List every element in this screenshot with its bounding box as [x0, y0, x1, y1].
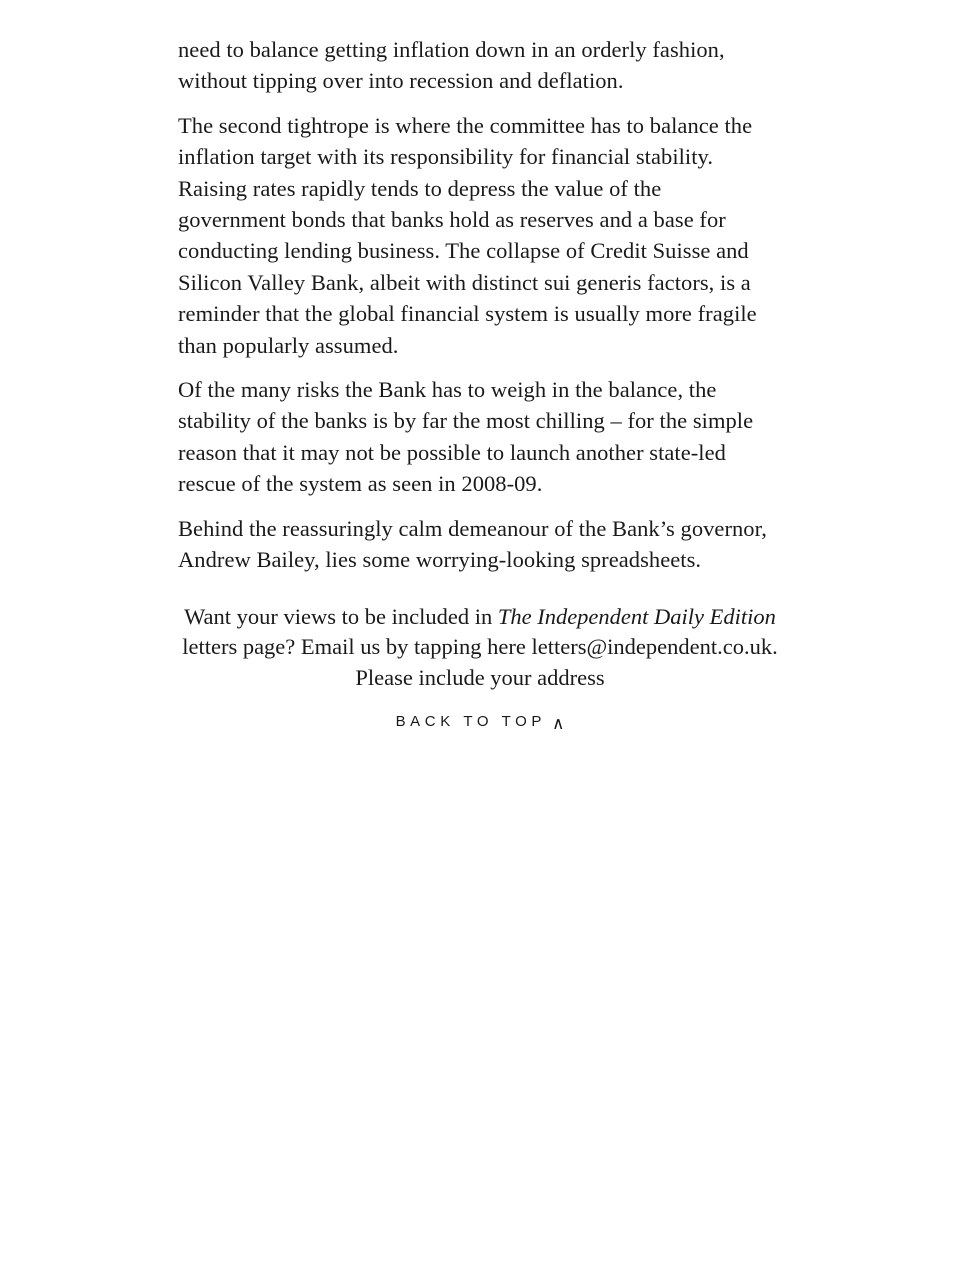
- text-line: Silicon Valley Bank, albeit with distinct sui generis factors, is a: [178, 269, 751, 295]
- article-paragraph: [178, 374, 798, 500]
- text-line: than popularly assumed.: [178, 332, 399, 358]
- article-body: [178, 0, 798, 576]
- text-line: need to balance getting inflation down in an orderly fashion,: [178, 37, 725, 62]
- text-line: without tipping over into recession and deflation.: [178, 68, 624, 94]
- back-to-top-button[interactable]: [0, 711, 960, 734]
- text-line: The second tightrope is where the committee has to balance the: [178, 112, 753, 138]
- text-line: inflation target with its responsibility for financial stability.: [178, 144, 714, 170]
- cta-middle-text: letters page? Email us by tapping here: [182, 634, 532, 659]
- letters-call-to-action: [0, 602, 960, 694]
- article-paragraph: [178, 34, 798, 97]
- text-line: government bonds that banks hold as reserves and a base for: [178, 207, 726, 233]
- caret-up-icon: ∧: [551, 714, 565, 734]
- article-paragraph: [178, 110, 798, 361]
- letters-email-link[interactable]: letters@independent.co.uk: [531, 634, 773, 659]
- cta-period: .: [772, 634, 778, 659]
- text-line: conducting lending business. The collapse of Credit Suisse and: [178, 238, 749, 264]
- cta-intro-text: Want your views to be included in: [184, 603, 498, 629]
- back-to-top-label: BACK TO TOP: [395, 713, 546, 730]
- text-line: reminder that the global financial system is usually more fragile: [178, 301, 757, 327]
- cta-line-1: [0, 602, 960, 633]
- text-line: Behind the reassuringly calm demeanour of the Bank’s governor,: [178, 515, 767, 541]
- text-line: rescue of the system as seen in 2008-09.: [178, 471, 543, 497]
- text-line: stability of the banks is by far the most chilling – for the simple: [178, 408, 754, 434]
- text-line: Raising rates rapidly tends to depress the value of the: [178, 175, 662, 201]
- text-line: Andrew Bailey, lies some worrying-looking spreadsheets.: [178, 547, 702, 573]
- publication-name: The Independent Daily Edition: [497, 603, 776, 629]
- article-paragraph: [178, 513, 798, 576]
- text-line: reason that it may not be possible to launch another state-led: [178, 439, 726, 465]
- text-line: Of the many risks the Bank has to weigh in the balance, the: [178, 377, 717, 403]
- cta-line-2: [0, 632, 960, 663]
- cta-line-3: Please include your address: [355, 664, 605, 690]
